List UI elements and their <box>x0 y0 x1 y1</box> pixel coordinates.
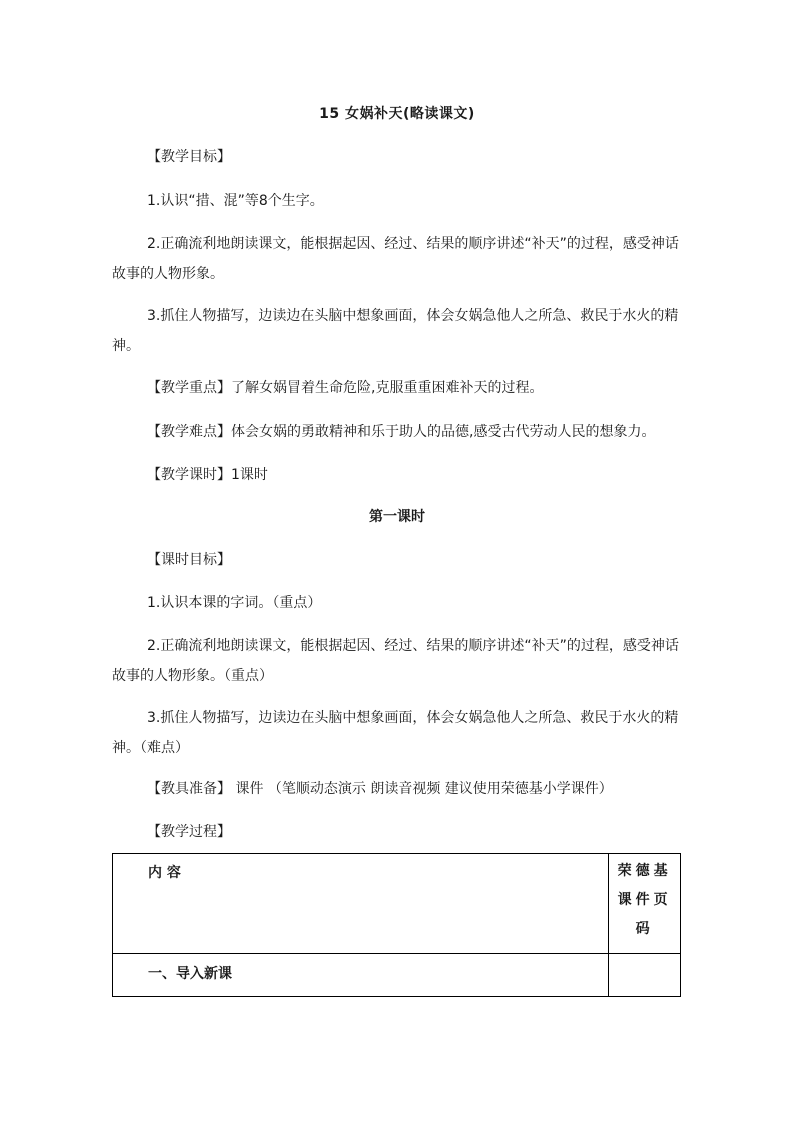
table-header-row <box>113 854 681 954</box>
table-header-page: 荣德基课件页码 <box>609 854 681 954</box>
goal-item-2: 2.正确流利地朗读课文，能根据起因、经过、结果的顺序讲述“补天”的过程，感受神话故事的人物形象。 <box>112 236 679 282</box>
lesson-hours: 【教学课时】1课时 <box>147 467 268 483</box>
goal-item-3: 3.抓住人物描写，边读边在头脑中想象画面，体会女娲急他人之所急、救民于水火的精神。 <box>112 308 679 354</box>
key-point: 【教学重点】了解女娲冒着生命危险,克服重重困难补天的过程。 <box>147 380 544 396</box>
document-title: 15 女娲补天(略读课文) <box>319 106 475 122</box>
lesson-goal-item-1: 1.认识本课的字词。（重点） <box>147 595 322 611</box>
table-cell-page <box>609 954 681 997</box>
goal-item-1: 1.认识“措、混”等8个生字。 <box>147 193 324 209</box>
teaching-goal-heading: 【教学目标】 <box>147 149 231 165</box>
table-header-content: 内 容 <box>113 854 609 954</box>
difficulty-point: 【教学难点】体会女娲的勇敢精神和乐于助人的品德,感受古代劳动人民的想象力。 <box>147 424 656 440</box>
table-row <box>113 954 681 997</box>
lesson-title: 第一课时 <box>369 509 425 525</box>
materials: 【教具准备】 课件 （笔顺动态演示 朗读音视频 建议使用荣德基小学课件） <box>147 781 613 797</box>
lesson-goal-heading: 【课时目标】 <box>147 552 231 568</box>
lesson-goal-item-3: 3.抓住人物描写，边读边在头脑中想象画面，体会女娲急他人之所急、救民于水火的精神。（难点） <box>112 710 679 756</box>
process-heading: 【教学过程】 <box>147 824 231 840</box>
process-table <box>112 853 681 997</box>
lesson-goal-item-2: 2.正确流利地朗读课文，能根据起因、经过、结果的顺序讲述“补天”的过程，感受神话故事的人物形象。（重点） <box>112 638 679 684</box>
table-cell-content: 一、导入新课 <box>113 954 609 997</box>
